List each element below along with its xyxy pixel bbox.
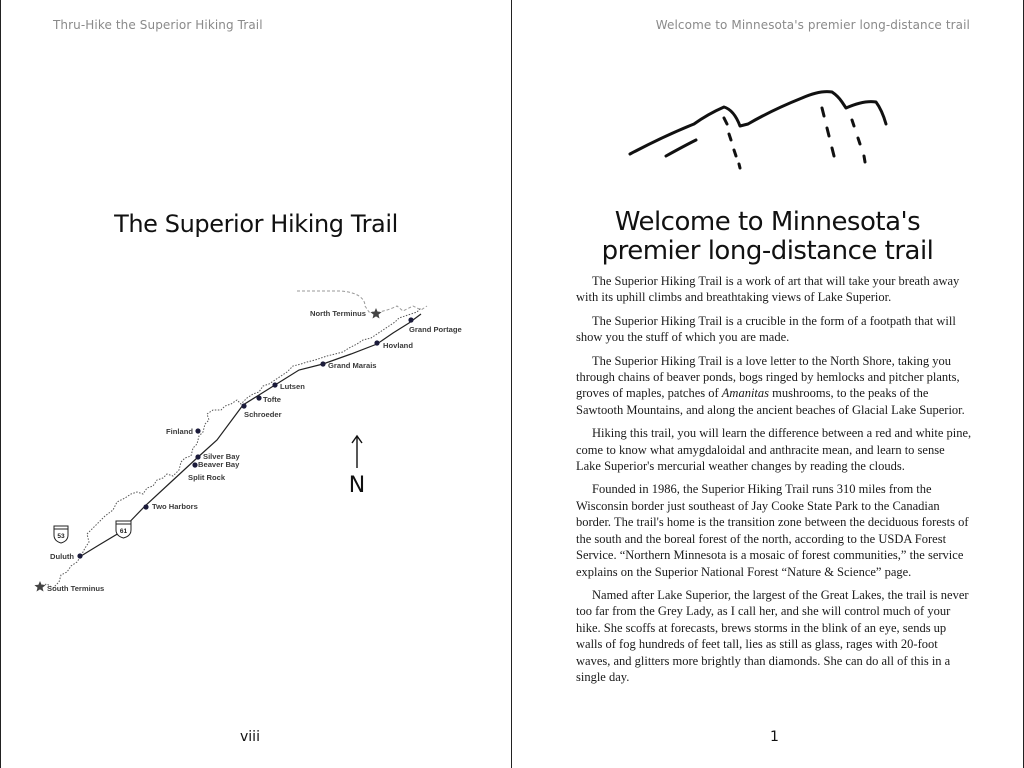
body-text	[576, 273, 972, 692]
paragraph: The Superior Hiking Trail is a work of art that will take your breath away with its uphill climbs and breathtaking views of Lake Superior.	[576, 274, 960, 305]
map-label-tofte: Tofte	[263, 395, 281, 404]
paragraph: The Superior Hiking Trail is a crucible in the form of a footpath that will show you the stuff of which you are made.	[576, 313, 956, 345]
interstate-53-shield-icon	[54, 526, 68, 543]
highway-line	[81, 314, 421, 556]
north-arrow-icon	[349, 436, 365, 498]
paragraph: Hiking this trail, you will learn the difference between a red and white pine, come to know what amygdaloidal and anthracite mean, and learn to sense Lake Superior's mercurial weather changes by reading the clouds.	[576, 426, 972, 474]
town-dot	[272, 382, 277, 387]
north-terminus-star-icon	[370, 308, 381, 319]
town-dot	[77, 553, 82, 558]
left-page-number: viii	[240, 729, 260, 745]
map-label-schroeder: Schroeder	[244, 410, 282, 419]
left-page-title: The Superior Hiking Trail	[114, 210, 398, 238]
map-label-hovland: Hovland	[383, 341, 413, 350]
map-label-two-harbors: Two Harbors	[152, 502, 198, 511]
town-dot	[408, 317, 413, 322]
map-label-north-terminus: North Terminus	[310, 309, 366, 318]
paragraph-text: mushrooms, to the peaks of the Sawtooth Mountains, and along the ancient beaches of Glacial Lake Superior.	[576, 386, 965, 417]
map-label-finland: Finland	[166, 427, 193, 436]
map-label-beaver-bay: Beaver Bay	[198, 460, 240, 469]
town-dot	[241, 403, 246, 408]
map-label-south-terminus: South Terminus	[47, 584, 105, 593]
right-page-title-line2: premier long-distance trail	[601, 236, 934, 266]
town-dot	[195, 454, 200, 459]
mountain-ridge-inner	[666, 140, 696, 156]
right-running-head: Welcome to Minnesota's premier long-distance trail	[655, 18, 970, 32]
interstate-53-label: 53	[57, 533, 65, 540]
mountains-illustration	[624, 80, 894, 190]
right-page-title	[512, 208, 1023, 266]
town-dot	[143, 504, 148, 509]
paragraph: Named after Lake Superior, the largest of the Great Lakes, the trail is never too far from the Grey Lady, as I call her, and she will control much of your hike. She scoffs at forecasts, brews storms in the blink of an eye, sends up walls of fog hundreds of feet tall, lies as still as glass, rages with 20-foot waves, and glitters more brightly than diamonds. She can do all of this in a single day.	[576, 587, 969, 684]
paragraph-text: The Superior Hiking Trail is a love letter to the North Shore, taking you through chains of beaver ponds, bogs ringed by hemlocks and pitcher plants, groves of maples, patches of	[576, 353, 960, 401]
right-page-number: 1	[770, 729, 779, 745]
left-running-head: Thru-Hike the Superior Hiking Trail	[53, 18, 263, 32]
map-label-lutsen: Lutsen	[280, 382, 305, 391]
highway-61-shield-icon	[116, 521, 131, 538]
trail-map	[1, 270, 513, 610]
town-dot	[256, 395, 261, 400]
south-terminus-star-icon	[34, 581, 45, 592]
north-arrow-letter: N	[348, 473, 366, 498]
map-label-silver-bay: Silver Bay	[203, 452, 240, 461]
right-page-title-line1: Welcome to Minnesota's	[614, 207, 921, 237]
town-dot	[374, 340, 379, 345]
paragraph-emphasis: Amanitas	[721, 386, 770, 401]
town-dot	[195, 428, 200, 433]
map-label-grand-marais: Grand Marais	[328, 361, 377, 370]
town-dot	[320, 361, 325, 366]
map-label-grand-portage: Grand Portage	[409, 325, 462, 334]
paragraph	[576, 353, 972, 419]
paragraph: Founded in 1986, the Superior Hiking Trail runs 310 miles from the Wisconsin border just southeast of Jay Cooke State Park to the Canadian border. The trail's home is the transition zone between the deciduous forests of the south and the boreal forest of the north, according to the USDA Forest Service. “Northern Minnesota is a mosaic of forest communities,” the service explains on the Superior National Forest “Nature & Science” page.	[576, 482, 969, 579]
town-dot	[192, 462, 197, 467]
map-label-split-rock: Split Rock	[188, 473, 226, 482]
highway-61-label: 61	[119, 528, 128, 535]
mountain-ridge-outline	[630, 92, 886, 154]
map-label-duluth: Duluth	[50, 552, 75, 561]
